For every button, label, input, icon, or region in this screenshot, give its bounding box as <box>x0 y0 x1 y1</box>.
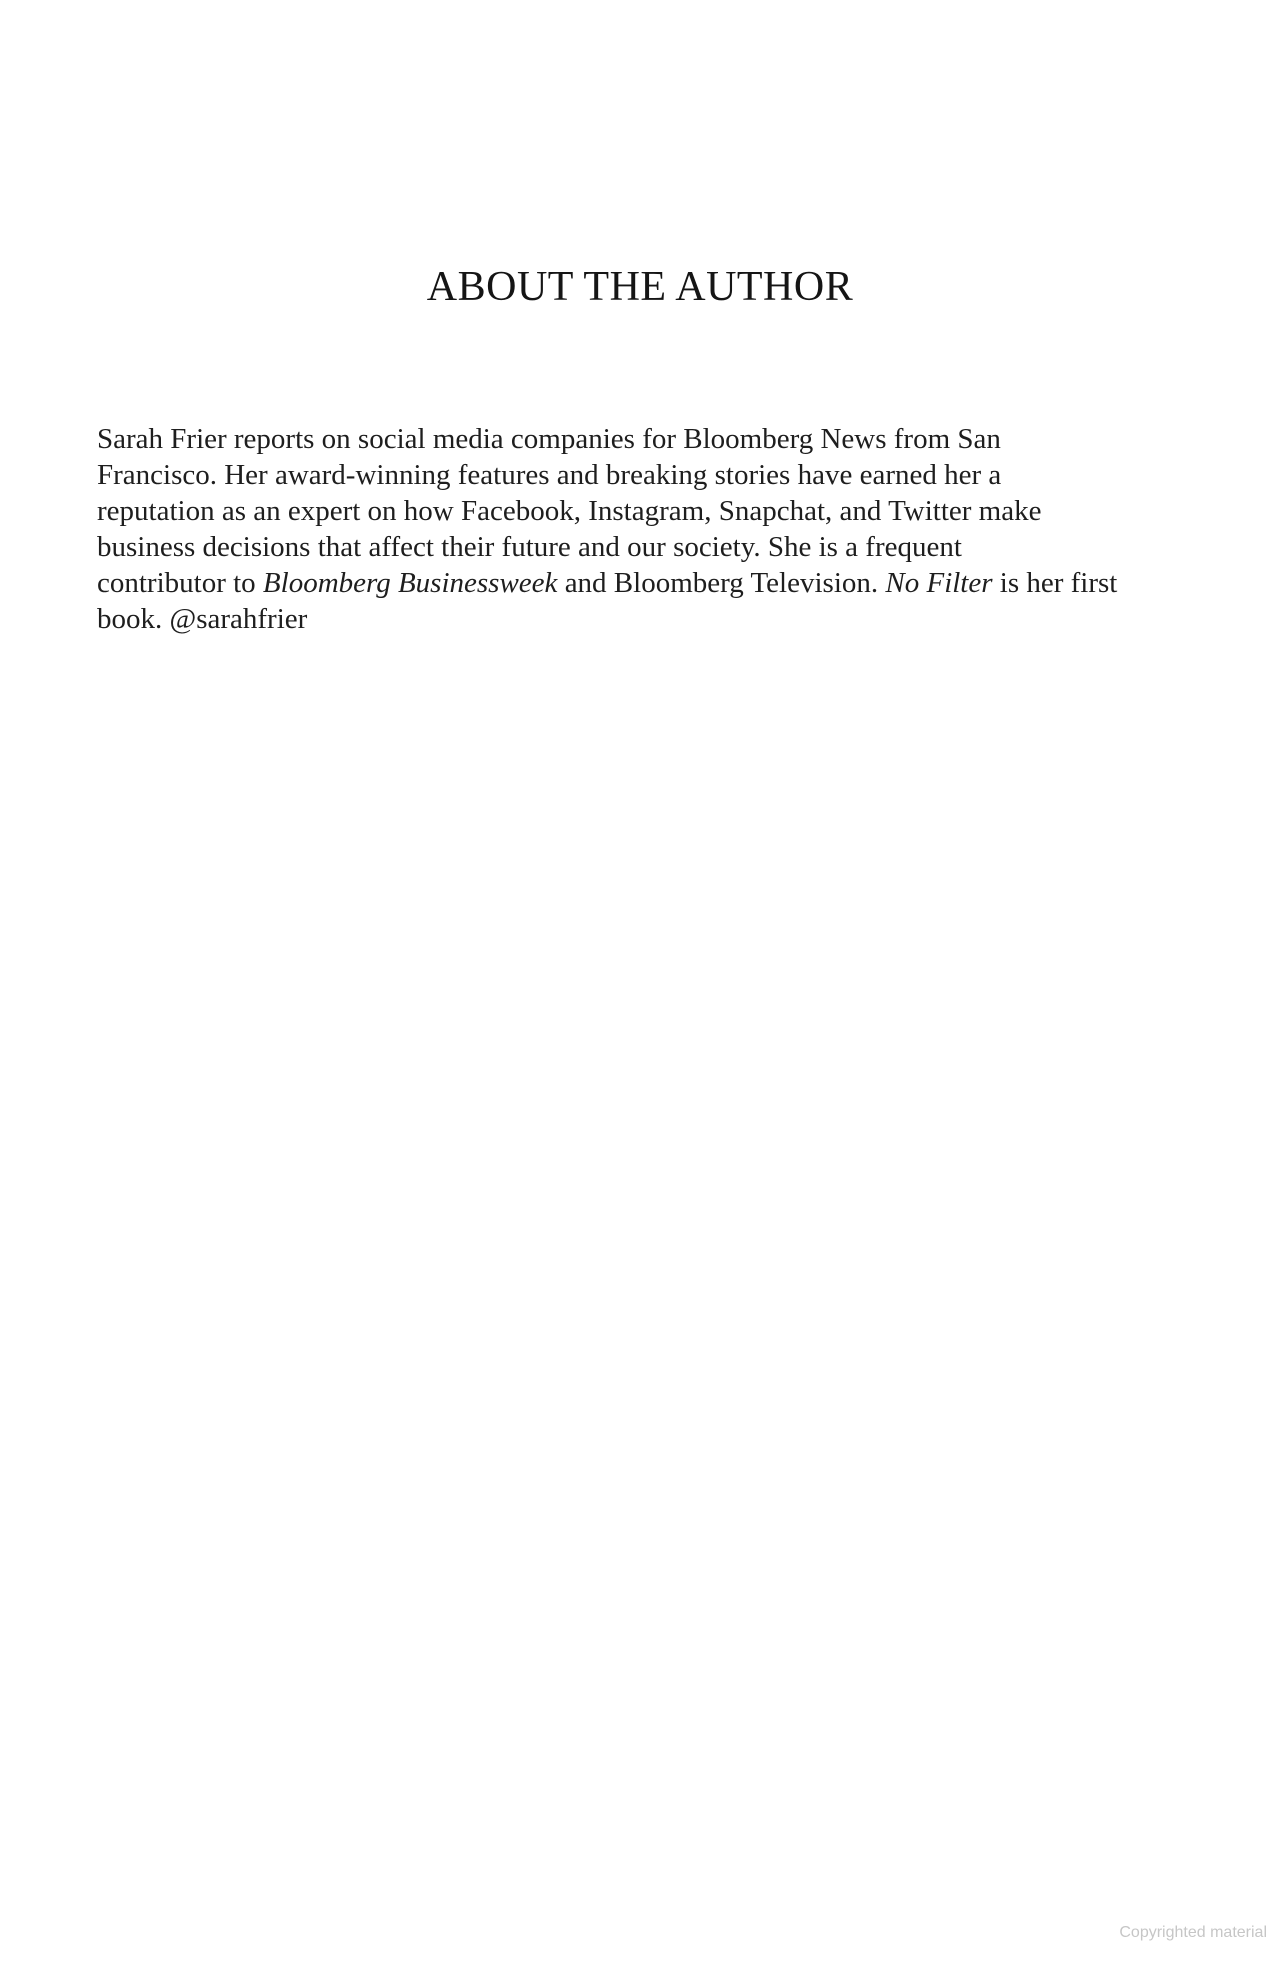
italic-text-run: No Filter <box>885 567 993 599</box>
text-run: reputation as an expert on how Facebook, Instagram, Snapchat, and Twitter make <box>97 495 1042 527</box>
paragraph-line <box>97 493 1117 529</box>
paragraph-line <box>97 457 1117 493</box>
italic-text-run: Bloomberg Businessweek <box>262 567 558 599</box>
text-run: and Bloomberg Television. <box>557 567 886 599</box>
text-run: Francisco. Her award-winning features and breaking stories have earned her a <box>97 459 1002 491</box>
about-paragraph <box>97 421 1117 637</box>
page-title: ABOUT THE AUTHOR <box>426 264 854 310</box>
text-run: is her first <box>992 567 1118 599</box>
text-run: contributor to <box>97 567 263 599</box>
text-run: book. @sarahfrier <box>97 603 308 635</box>
paragraph-line <box>97 601 1117 637</box>
paragraph-line <box>97 421 1117 457</box>
paragraph-line <box>97 529 1117 565</box>
copyright-watermark: Copyrighted material <box>1119 1924 1267 1941</box>
text-run: business decisions that affect their future and our society. She is a frequent <box>97 531 962 563</box>
text-run: Sarah Frier reports on social media companies for Bloomberg News from San <box>97 423 1001 455</box>
paragraph-line <box>97 565 1117 601</box>
